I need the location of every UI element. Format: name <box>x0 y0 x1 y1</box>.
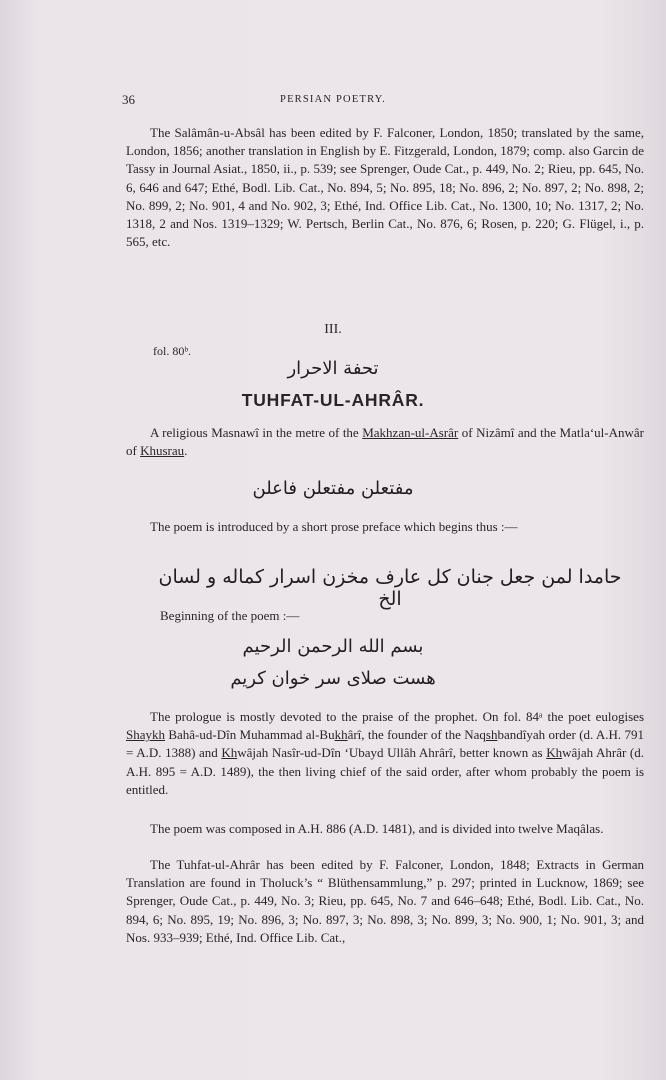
prologue-text-e: wâjah Nasîr-ud-Dîn ‘Ubayd Ullâh Ahrârî, better known as <box>237 745 547 761</box>
prologue-text-b: Bahâ-ud-Dîn Muhammad al-Bu <box>165 727 335 743</box>
prologue-shaykh: Shaykh <box>126 727 165 743</box>
prologue-sh: sh <box>485 727 498 743</box>
arabic-title: تحفة الاحرار <box>287 358 379 379</box>
intro-text-4: . <box>184 443 188 459</box>
intro-text-2: in the metre of the <box>258 425 363 440</box>
intro-khusrau: Khusrau <box>140 443 185 459</box>
preface-arabic: حامدا لمن جعل جنان كل عارف مخزن اسرار كماله و لسان الخ <box>158 566 622 610</box>
intro-masnawi: Masnawî <box>211 425 259 440</box>
composed-paragraph: The poem was composed in A.H. 886 (A.D. 1481), and is divided into twelve Maqâlas. <box>150 821 604 836</box>
preface-paragraph: The poem is introduced by a short prose preface which begins thus :— <box>150 519 518 534</box>
prologue-paragraph <box>126 708 644 799</box>
folio-reference: fol. 80ᵇ. <box>153 344 192 358</box>
editions-paragraph: The Salâmân-u-Absâl has been edited by F. Falconer, London, 1850; translated by the same, London, 1856; another translation in English by E. Fitzgerald, London, 1879; comp. also Garcin de Tassy in Journal Asiat., 1850, ii., p. 539; see Sprenger, Oude Cat., p. 449, No. 2; Rieu, pp. 645, No. 6, 646 and 647; Ethé, Bodl. Lib. Cat., No. 894, 5; No. 895, 18; No. 896, 2; No. 897, 2; No. 898, 2; No. 899, 2; No. 901, 4 and No. 902, 3; Ethé, Ind. Office Lib. Cat., No. 1300, 10; No. 1317, 2; No. 1318, 2 and Nos. 1319–1329; W. Pertsch, Berlin Cat., No. 876, 6; Rosen, p. 220; G. Flügel, i., p. 565, etc. <box>126 125 644 250</box>
section-title: TUHFAT-UL-AHRÂR. <box>241 390 425 410</box>
running-title: PERSIAN POETRY. <box>280 94 386 105</box>
beginning-label: Beginning of the poem :— <box>160 608 300 623</box>
prologue-kh-2: Kh <box>221 745 238 761</box>
verse-line-1: بسم الله الرحمن الرحيم <box>242 636 424 657</box>
page-header <box>0 92 666 112</box>
intro-makhzan: Makhzan-ul-Asrâr <box>362 425 459 440</box>
intro-text-1: A religious <box>150 425 212 440</box>
edited-paragraph: The Tuhfat-ul-Ahrâr has been edited by F. Falconer, London, 1848; Extracts in German Translation are found in Tholuck’s “ Blüthensammlung,” p. 297; printed in Lucknow, 1869; see Sprenger, Oude Cat., p. 449, No. 3; Rieu, pp. 645, No. 7 and 646–648; Ethé, Bodl. Lib. Cat., No. 894, 6; No. 895, 19; No. 896, 3; No. 897, 3; No. 898, 3; No. 899, 3; No. 900, 1; No. 901, 3; and Nos. 933–939; Ethé, Ind. Office Lib. Cat., <box>126 857 644 945</box>
prologue-text-c: ârî, the founder of the Naq <box>347 727 486 743</box>
prologue-text-a: The prologue is mostly devoted to the praise of the prophet. On fol. 84ᵃ the poet eulogises <box>150 709 644 724</box>
intro-paragraph <box>126 424 644 460</box>
section-number: III. <box>324 322 342 337</box>
prologue-text-f: wâjah Ahrâr (d. A.H. 895 = A.D. 1489), the then living chief of the said order, after whom probably the poem is entitled. <box>126 745 644 797</box>
intro-text-3: of Nizâmî and the Matla‘ul-Anwâr of <box>126 425 644 459</box>
metre-arabic: مفتعلن مفتعلن فاعلن <box>252 478 414 499</box>
prologue-kh-3: Kh <box>546 745 563 761</box>
prologue-text-d: bandîyah order (d. A.H. 791 = A.D. 1388) and <box>126 727 645 761</box>
verse-line-2: هست صلاى سر خوان كريم <box>230 668 436 689</box>
prologue-kh-1: kh <box>334 727 348 743</box>
page-number: 36 <box>122 92 135 107</box>
